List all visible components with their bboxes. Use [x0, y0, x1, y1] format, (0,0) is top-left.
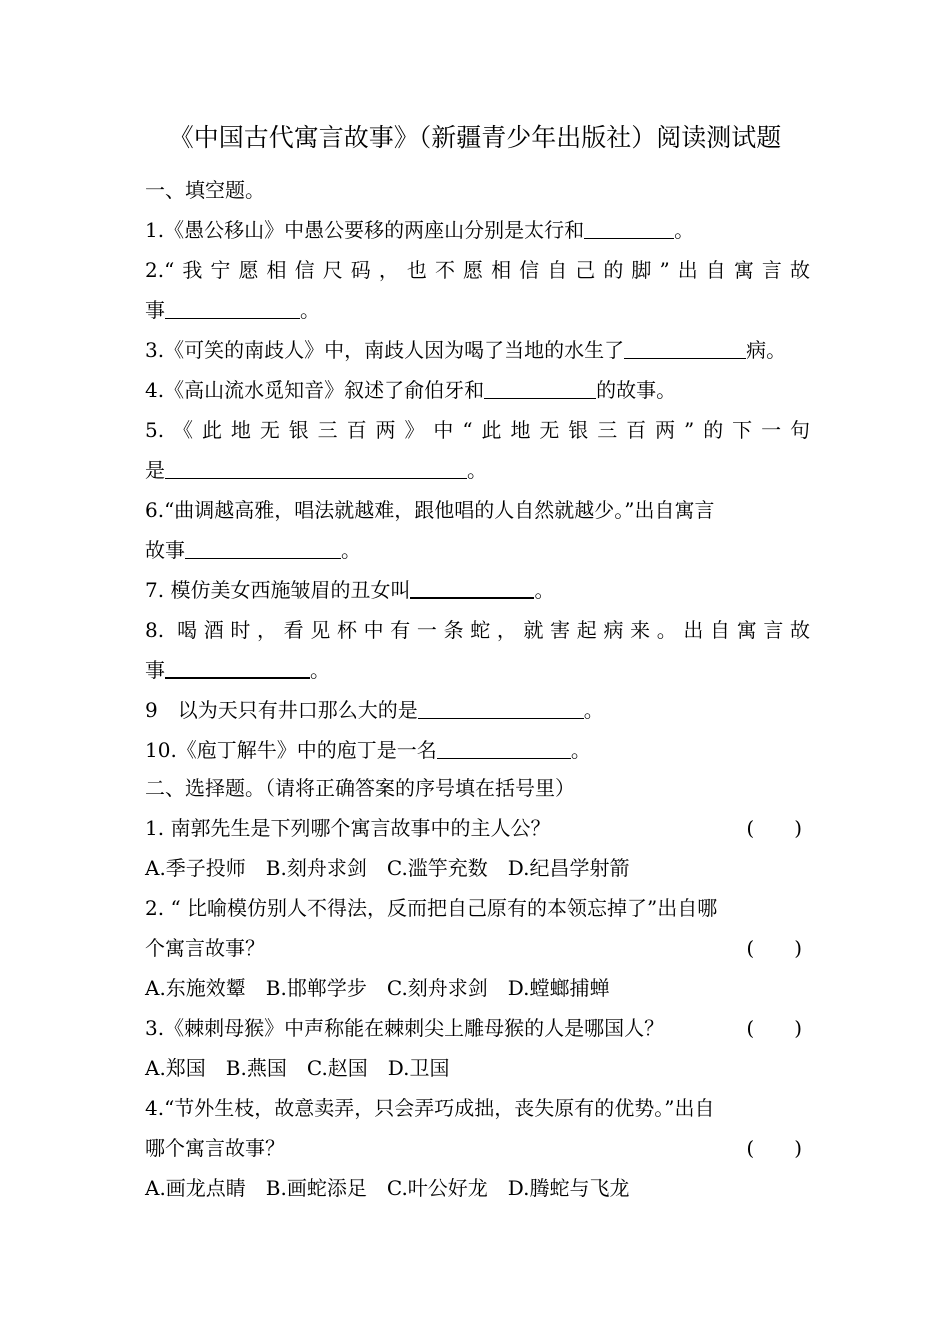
question-text-end: 。 — [674, 218, 695, 242]
answer-blank[interactable] — [624, 338, 746, 359]
question-text: 3.《棘刺母猴》中声称能在棘刺尖上雕母猴的人是哪国人？ — [145, 1016, 665, 1040]
choice-options-2: A.东施效颦 B.邯郸学步 C.刻舟求剑 D.螳螂捕蝉 — [145, 976, 610, 1000]
question-text: 事 — [145, 298, 165, 322]
fill-question-5-line2 — [145, 456, 810, 484]
fill-question-8-line2 — [145, 656, 810, 684]
fill-question-5-line1: 5.《此地无银三百两》中“此地无银三百两”的下一句 — [145, 418, 810, 442]
question-text-end: 。 — [570, 738, 591, 762]
question-text-end: 。 — [300, 298, 320, 322]
answer-blank[interactable] — [165, 298, 300, 319]
answer-blank[interactable] — [165, 458, 467, 479]
choice-options-3: A.郑国 B.燕国 C.赵国 D.卫国 — [145, 1056, 450, 1080]
fill-question-1 — [145, 216, 810, 244]
question-text-end: 的故事。 — [596, 378, 677, 402]
fill-question-6-line1: 6.“曲调越高雅，唱法就越难，跟他唱的人自然就越少。”出自寓言 — [145, 498, 715, 522]
question-text-end: 。 — [467, 458, 487, 482]
choice-question-3 — [145, 1014, 810, 1042]
question-text: 个寓言故事？ — [145, 936, 265, 960]
question-text-end: 。 — [341, 538, 361, 562]
answer-blank[interactable] — [584, 218, 674, 239]
question-text: 事 — [145, 658, 165, 682]
answer-blank[interactable] — [484, 378, 596, 399]
question-text: 是 — [145, 458, 165, 482]
document-title: 《中国古代寓言故事》（新疆青少年出版社）阅读测试题 — [168, 123, 782, 152]
choice-question-4-line1: 4.“节外生枝，故意卖弄，只会弄巧成拙，丧失原有的优势。”出自 — [145, 1096, 715, 1120]
section-heading-fill-blank: 一、填空题。 — [145, 178, 265, 202]
choice-question-4-line2 — [145, 1134, 810, 1162]
answer-parentheses[interactable]: ( ) — [746, 1136, 802, 1160]
question-text: 1. 南郭先生是下列哪个寓言故事中的主人公？ — [145, 816, 551, 840]
question-text: 哪个寓言故事？ — [145, 1136, 285, 1160]
fill-question-2-line2 — [145, 296, 810, 324]
fill-question-6-line2 — [145, 536, 810, 564]
fill-question-8-line1: 8. 喝酒时，看见杯中有一条蛇，就害起病来。出自寓言故 — [145, 618, 810, 642]
answer-blank[interactable] — [165, 657, 310, 679]
choice-question-1 — [145, 814, 810, 842]
fill-question-10 — [145, 736, 810, 764]
section-heading-multiple-choice: 二、选择题。（请将正确答案的序号填在括号里） — [145, 776, 575, 800]
question-text-end: 。 — [534, 578, 555, 602]
question-text: 3.《可笑的南歧人》中，南歧人因为喝了当地的水生了 — [145, 338, 625, 362]
answer-blank[interactable] — [185, 538, 341, 559]
question-text: 4.《高山流水觅知音》叙述了俞伯牙和 — [145, 378, 485, 402]
fill-question-2-line1: 2.“我宁愿相信尺码，也不愿相信自己的脚”出自寓言故 — [145, 258, 810, 282]
answer-blank[interactable] — [410, 577, 534, 599]
answer-blank[interactable] — [437, 738, 571, 759]
question-text: 10.《庖丁解牛》中的庖丁是一名 — [145, 738, 437, 762]
fill-question-3 — [145, 336, 810, 364]
question-text: 9 以为天只有井口那么大的是 — [145, 698, 418, 722]
answer-parentheses[interactable]: ( ) — [746, 816, 802, 840]
question-text-end: 病。 — [746, 338, 787, 362]
choice-question-2-line1: 2. “ 比喻模仿别人不得法，反而把自己原有的本领忘掉了”出自哪 — [145, 896, 718, 920]
choice-options-1: A.季子投师 B.刻舟求剑 C.滥竽充数 D.纪昌学射箭 — [145, 856, 630, 880]
answer-parentheses[interactable]: ( ) — [746, 1016, 802, 1040]
question-text: 故事 — [145, 538, 185, 562]
fill-question-7 — [145, 576, 810, 604]
question-text-end: 。 — [583, 698, 604, 722]
answer-blank[interactable] — [418, 698, 584, 719]
fill-question-9 — [145, 696, 810, 724]
choice-question-2-line2 — [145, 934, 810, 962]
question-text: 1.《愚公移山》中愚公要移的两座山分别是太行和 — [145, 218, 585, 242]
answer-parentheses[interactable]: ( ) — [746, 936, 802, 960]
choice-options-4: A.画龙点睛 B.画蛇添足 C.叶公好龙 D.腾蛇与飞龙 — [145, 1176, 630, 1200]
fill-question-4 — [145, 376, 810, 404]
question-text-end: 。 — [310, 658, 330, 682]
question-text: 7. 模仿美女西施皱眉的丑女叫 — [145, 578, 411, 602]
